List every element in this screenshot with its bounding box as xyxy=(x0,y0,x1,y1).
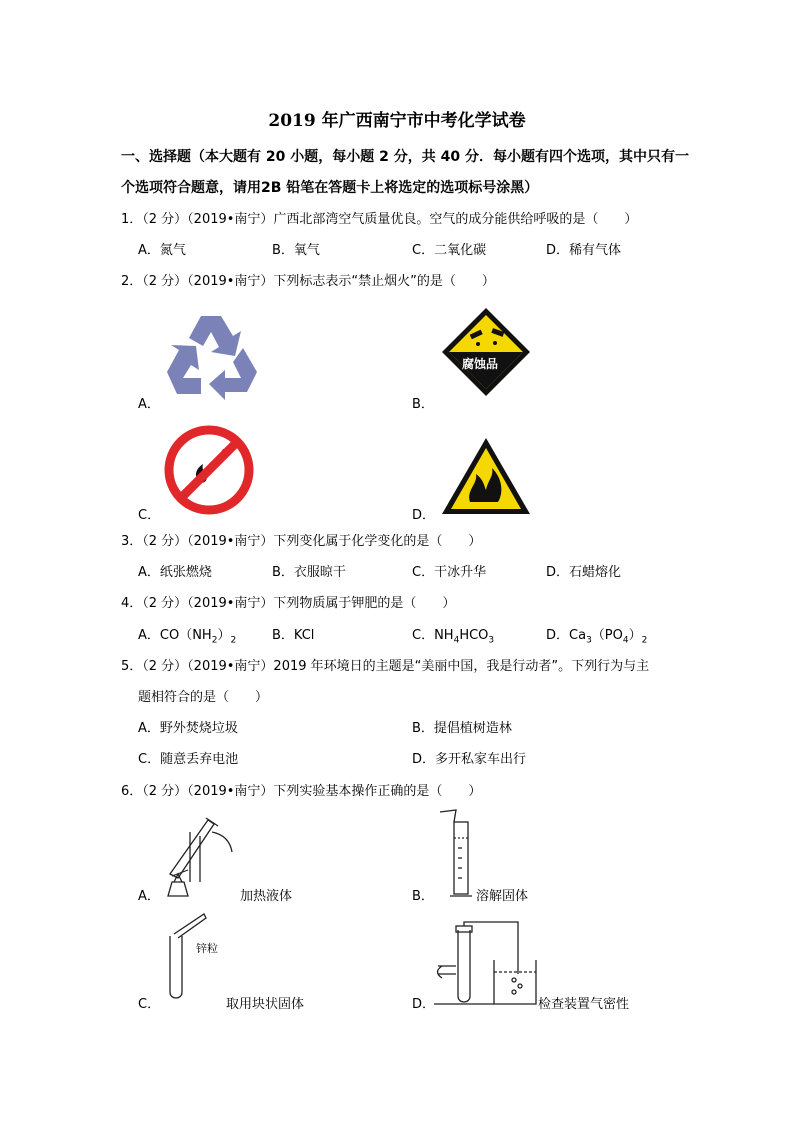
q5-stem-line1: 5．（2 分）（2019•南宁）2019 年环境日的主题是“美丽中国，我是行动者”。下列行为与主 xyxy=(121,659,650,674)
q1-option-d: D．稀有气体 xyxy=(546,243,622,258)
q2-option-a: A． xyxy=(138,397,160,412)
airtightness-check-apparatus-icon xyxy=(434,920,538,1008)
graduated-cylinder-icon xyxy=(436,808,476,900)
q6-option-d-caption: 检查装置气密性 xyxy=(538,997,630,1012)
q5-stem-line2: 题相符合的是（ ） xyxy=(138,690,269,705)
q6-option-a-caption: 加热液体 xyxy=(240,889,293,904)
q4-option-b: B．KCl xyxy=(272,628,315,643)
q6-option-b: B． xyxy=(412,889,434,904)
q2-option-c: C． xyxy=(138,508,161,523)
heating-liquid-apparatus-icon xyxy=(160,812,240,898)
q1-stem: 1．（2 分）（2019•南宁）广西北部湾空气质量优良。空气的成分能供给呼吸的是（ ） xyxy=(121,212,638,227)
q5-option-d: D．多开私家车出行 xyxy=(412,752,527,767)
q4-stem: 4．（2 分）（2019•南宁）下列物质属于钾肥的是（ ） xyxy=(121,596,456,611)
q6-option-d: D． xyxy=(412,997,436,1012)
q4-option-a: A．$CO(NH_2)_2$ xyxy=(138,628,237,646)
q6-option-c: C． xyxy=(138,997,161,1012)
q2-stem: 2．（2 分）（2019•南宁）下列标志表示“禁止烟火”的是（ ） xyxy=(121,274,495,289)
page-title: 2019 年广西南宁市中考化学试卷 xyxy=(268,111,526,131)
q1-option-b: B．氧气 xyxy=(272,243,320,258)
flammable-warning-icon xyxy=(440,436,532,516)
q4-option-c: C．$NH_4HCO_3$ xyxy=(412,628,495,646)
q4-option-d: D．$Ca_3(PO_4)_2$ xyxy=(546,628,648,646)
section-heading-line2: 个选项符合题意，请用2B 铅笔在答题卡上将选定的选项标号涂黑） xyxy=(121,180,539,196)
q3-option-a: A．纸张燃烧 xyxy=(138,565,212,580)
q6-option-c-caption: 取用块状固体 xyxy=(226,997,305,1012)
q2-option-b: B． xyxy=(412,397,434,412)
corrosive-warning-icon xyxy=(440,306,532,398)
q6-option-b-caption: 溶解固体 xyxy=(476,889,529,904)
zinc-granule-label: 锌粒 xyxy=(196,942,218,955)
q3-option-b: B．衣服晾干 xyxy=(272,565,346,580)
q6-option-a: A． xyxy=(138,889,160,904)
section-heading-line1: 一、选择题（本大题有 20 小题，每小题 2 分，共 40 分．每小题有四个选项，其中只有一 xyxy=(121,149,689,165)
q1-option-c: C．二氧化碳 xyxy=(412,243,487,258)
q6-stem: 6．（2 分）（2019•南宁）下列实验基本操作正确的是（ ） xyxy=(121,784,482,799)
q3-option-c: C．干冰升华 xyxy=(412,565,487,580)
no-open-flame-icon xyxy=(163,424,255,516)
test-tube-zinc-icon xyxy=(160,912,220,1004)
q5-option-c: C．随意丢弃电池 xyxy=(138,752,239,767)
q5-option-b: B．提倡植树造林 xyxy=(412,721,512,736)
q1-option-a: A．氮气 xyxy=(138,243,186,258)
q2-option-d: D． xyxy=(412,508,436,523)
q5-option-a: A．野外焚烧垃圾 xyxy=(138,721,238,736)
q3-stem: 3．（2 分）（2019•南宁）下列变化属于化学变化的是（ ） xyxy=(121,534,482,549)
corrosive-label: 腐蚀品 xyxy=(462,357,499,371)
recycle-icon xyxy=(163,312,259,400)
q3-option-d: D．石蜡熔化 xyxy=(546,565,622,580)
